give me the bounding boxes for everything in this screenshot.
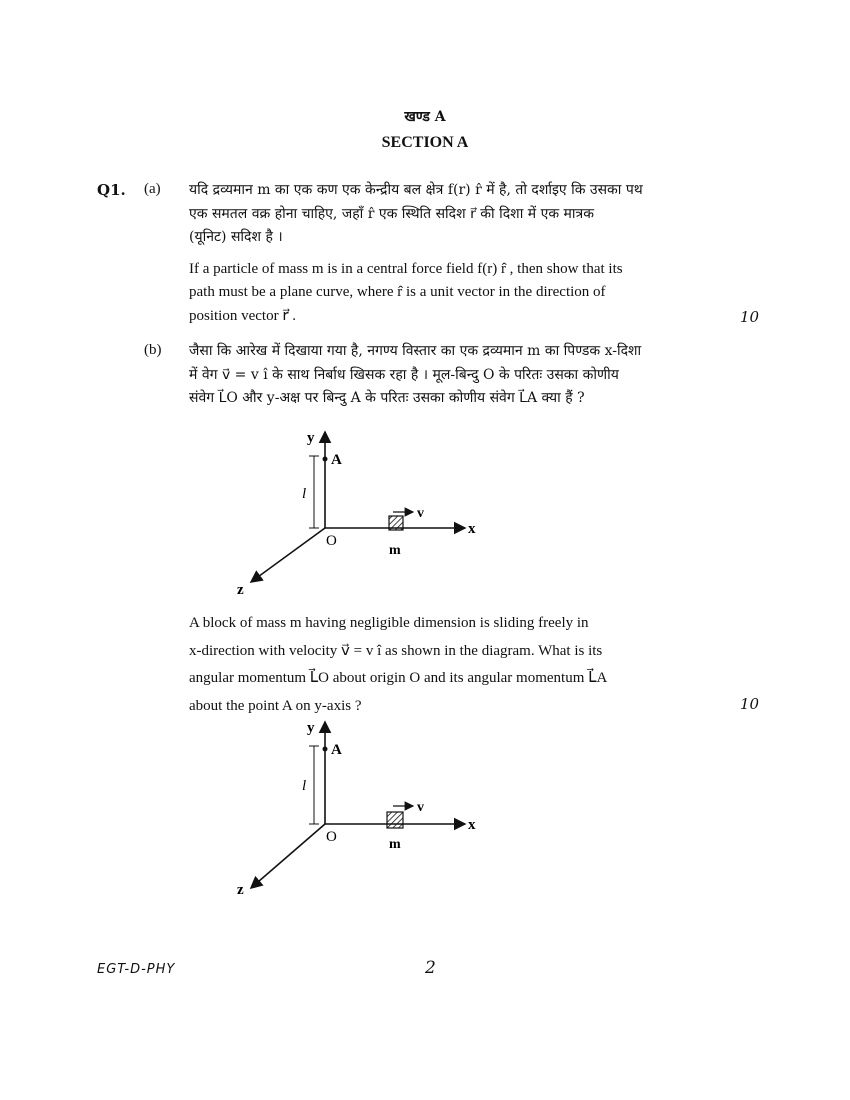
section-title-english: SECTION A bbox=[381, 134, 469, 151]
point-a-dot bbox=[323, 457, 328, 462]
z-axis-label: z bbox=[237, 582, 244, 598]
part-b-hindi-line: संवेग L⃗O और y-अक्ष पर बिन्दु A के परितः उसका कोणीय संवेग L⃗A क्या हैं ? bbox=[189, 390, 585, 406]
section-title-hindi: खण्ड A bbox=[404, 109, 446, 125]
part-b-label: (b) bbox=[144, 342, 162, 358]
part-b-hindi-line: जैसा कि आरेख में दिखाया गया है, नगण्य विस्तार का एक द्रव्यमान m का पिण्डक x-दिशा bbox=[189, 343, 642, 359]
point-a-label: A bbox=[331, 452, 342, 468]
z-axis bbox=[251, 528, 325, 582]
paper-code: EGT-D-PHY bbox=[97, 962, 176, 977]
point-a-label: A bbox=[331, 742, 342, 758]
part-a-english-line: If a particle of mass m is in a central force field f(r) r̂ , then show that its bbox=[189, 260, 623, 277]
point-a-dot bbox=[323, 747, 328, 752]
part-b-english-line: angular momentum L⃗O about origin O and its angular momentum L⃗A bbox=[189, 670, 608, 686]
part-b-question-hindi bbox=[189, 340, 729, 411]
origin-label: O bbox=[326, 829, 337, 845]
part-a-hindi-line: (यूनिट) सदिश है । bbox=[189, 229, 283, 245]
part-b-english-line: x-direction with velocity v⃗ = v î as shown in the diagram. What is its bbox=[189, 642, 603, 659]
x-axis-label: x bbox=[468, 521, 476, 537]
axes-diagram bbox=[225, 428, 485, 598]
page-number: 2 bbox=[425, 958, 436, 978]
part-a-label: (a) bbox=[144, 181, 161, 197]
part-a-hindi-line: यदि द्रव्यमान m का एक कण एक केन्द्रीय बल क्षेत्र f(r) r̂ में है, तो दर्शाइए कि उसका पथ bbox=[189, 182, 643, 198]
part-b-question-english bbox=[189, 612, 729, 718]
y-axis-label: y bbox=[307, 430, 315, 446]
x-axis-label: x bbox=[468, 817, 476, 833]
velocity-label: v bbox=[417, 506, 424, 521]
axes-diagram-repeat bbox=[225, 718, 485, 898]
length-label: l bbox=[302, 778, 307, 794]
origin-label: O bbox=[326, 533, 337, 549]
mass-block bbox=[389, 516, 403, 530]
mass-block bbox=[387, 812, 403, 828]
part-a-marks: 10 bbox=[740, 308, 760, 326]
z-axis-label: z bbox=[237, 882, 244, 898]
part-a-english-line: path must be a plane curve, where r̂ is a unit vector in the direction of bbox=[189, 284, 606, 300]
part-a-question bbox=[189, 179, 729, 328]
part-b-english-line: about the point A on y-axis ? bbox=[189, 697, 362, 714]
y-axis-label: y bbox=[307, 720, 315, 736]
part-b-english-line: A block of mass m having negligible dimension is sliding freely in bbox=[189, 615, 589, 631]
part-b-hindi-line: में वेग v⃗ = v î के साथ निर्बाध खिसक रहा है । मूल-बिन्दु O के परितः उसका कोणीय bbox=[189, 366, 619, 383]
mass-label: m bbox=[389, 543, 401, 558]
velocity-label: v bbox=[417, 800, 424, 815]
mass-label: m bbox=[389, 837, 401, 852]
part-a-english-line: position vector r⃗ . bbox=[189, 307, 296, 324]
z-axis bbox=[251, 824, 325, 888]
part-a-hindi-line: एक समतल वक्र होना चाहिए, जहाँ r̂ एक स्थिति सदिश r⃗ की दिशा में एक मात्रक bbox=[189, 205, 595, 222]
question-number: Q1. bbox=[97, 181, 126, 199]
length-label: l bbox=[302, 486, 307, 502]
part-b-marks: 10 bbox=[740, 695, 760, 713]
